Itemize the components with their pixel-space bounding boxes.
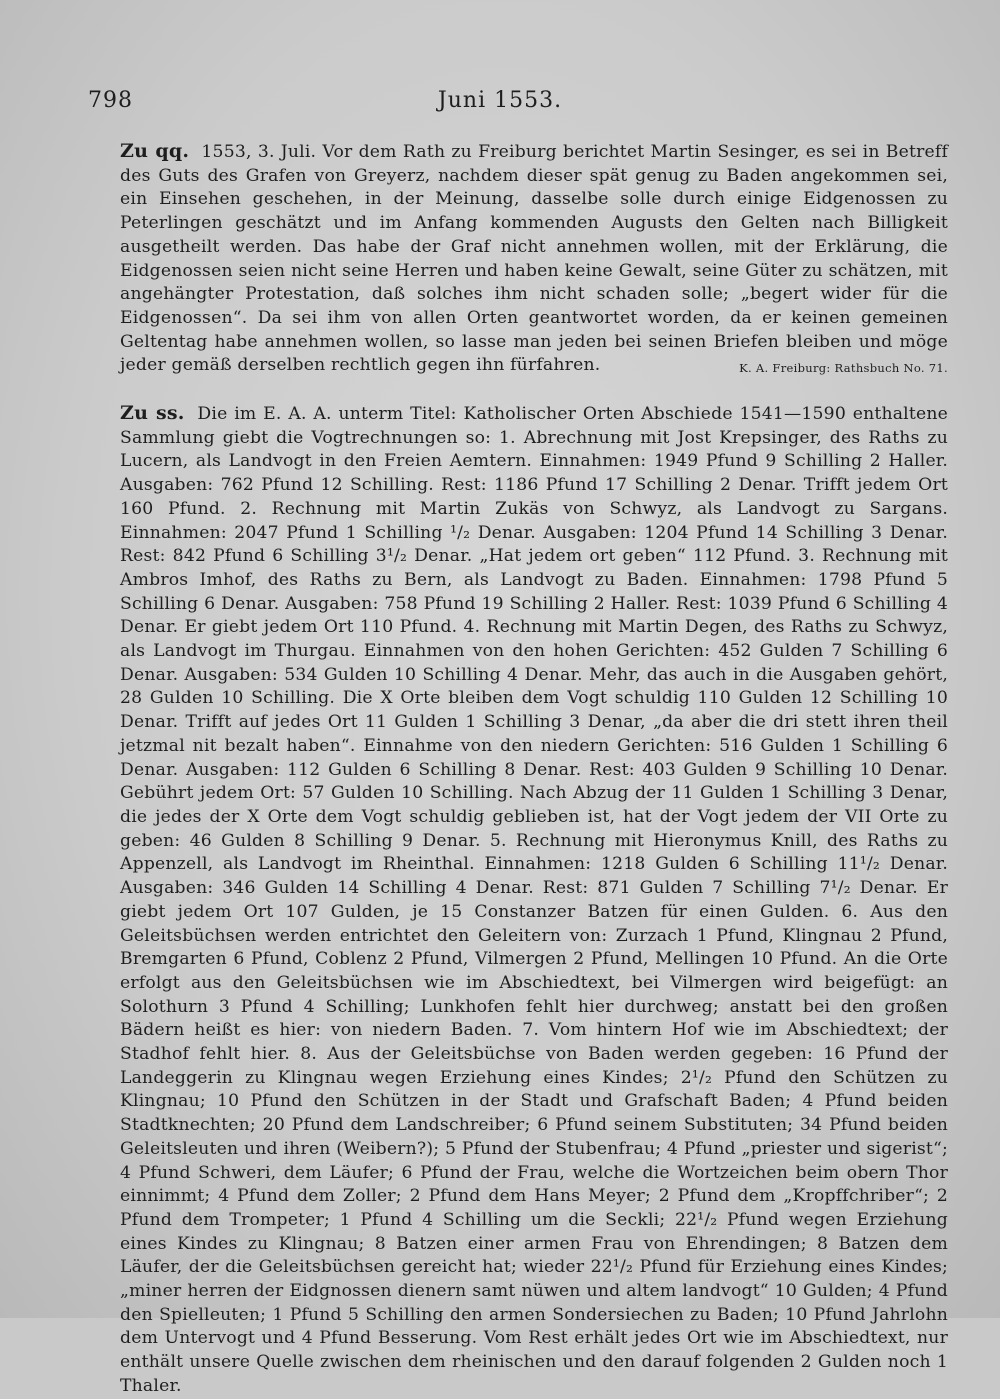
source-citation: K. A. Freiburg: Rathsbuch No. 71. [739,361,948,376]
paragraph-text: Die im E. A. A. unterm Titel: Katholischer Orten Abschiede 1541—1590 enthaltene Sammlung giebt die Vogtrechnungen so: 1. Abrechnung mit Jost Krepsinger, des Raths zu Lucern, als Landvogt in den Freien Aemtern. Einnahmen: 1949 Pfund 9 Schilling 2 Haller. Ausgaben: 762 Pfund 12 Schilling. Rest: 1186 Pfund 17 Schilling 2 Denar. Trifft jedem Ort 160 Pfund. 2. Rechnung mit Martin Zukäs von Schwyz, als Landvogt zu Sargans. Einnahmen: 2047 Pfund 1 Schilling ¹/₂ Denar. Ausgaben: 1204 Pfund 14 Schilling 3 Denar. Rest: 842 Pfund 6 Schilling 3¹/₂ Denar. „Hat jedem ort geben“ 112 Pfund. 3. Rechnung mit Ambros Imhof, des Raths zu Bern, als Landvogt zu Baden. Einnahmen: 1798 Pfund 5 Schilling 6 Denar. Ausgaben: 758 Pfund 19 Schilling 2 Haller. Rest: 1039 Pfund 6 Schilling 4 Denar. Er giebt jedem Ort 110 Pfund. 4. Rechnung mit Martin Degen, des Raths zu Schwyz, als Landvogt im Thurgau. Einnahmen von den hohen Gerichten: 452 Gulden 7 Schilling 6 Denar. Ausgaben: 534 Gulden 10 Schilling 4 Denar. Mehr, das auch in die Ausgaben gehört, 28 Gulden 10 Schilling. Die X Orte bleiben dem Vogt schuldig 110 Gulden 12 Schilling 10 Denar. Trifft auf jedes Ort 11 Gulden 1 Schilling 3 Denar, „da aber die dri stett ihren theil jetzmal nit bezalt haben“. Einnahme von den niedern Gerichten: 516 Gulden 1 Schilling 6 Denar. Ausgaben: 112 Gulden 6 Schilling 8 Denar. Rest: 403 Gulden 9 Schilling 10 Denar. Gebührt jedem Ort: 57 Gulden 10 Schilling. Nach Abzug der 11 Gulden 1 Schilling 3 Denar, die jedes der X Orte dem Vogt schuldig geblieben ist, hat der Vogt jedem der VII Orte zu geben: 46 Gulden 8 Schilling 9 Denar. 5. Rechnung mit Hieronymus Knill, des Raths zu Appenzell, als Landvogt im Rheinthal. Einnahmen: 1218 Gulden 6 Schilling 11¹/₂ Denar. Ausgaben: 346 Gulden 14 Schilling 4 Denar. Rest: 871 Gulden 7 Schilling 7¹/₂ Denar. Er giebt jedem Ort 107 Gulden, je 15 Constanzer Batzen für einen Gulden. 6. Aus den Geleitsbüchsen werden entrichtet den Geleitern von: Zurzach 1 Pfund, Klingnau 2 Pfund, Bremgarten 6 Pfund, Coblenz 2 Pfund, Vilmergen 2 Pfund, Mellingen 10 Pfund. An die Orte erfolgt aus den Geleitsbüchsen wie im Abschiedtext, bei Vilmergen wird beigefügt: an Solothurn 3 Pfund 4 Schilling; Lunkhofen fehlt hier durchweg; anstatt bei den großen Bädern heißt es hier: von niedern Baden. 7. Vom hintern Hof wie im Abschiedtext; der Stadhof fehlt hier. 8. Aus der Geleitsbüchse von Baden werden gegeben: 16 Pfund der Landeggerin zu Klingnau wegen Erziehung eines Kindes; 2¹/₂ Pfund den Schützen zu Klingnau; 10 Pfund den Schützen in der Stadt und Grafschaft Baden; 4 Pfund beiden Stadtknechten; 20 Pfund dem Landschreiber; 6 Pfund seinem Substituten; 34 Pfund beiden Geleitsleuten und ihren (Weibern?); 5 Pfund der Stubenfrau; 4 Pfund „priester und sigerist“; 4 Pfund Schweri, dem Läufer; 6 Pfund der Frau, welche die Wortzeichen beim obern Thor einnimmt; 4 Pfund dem Zoller; 2 Pfund dem Hans Meyer; 2 Pfund dem „Kropffchriber“; 2 Pfund dem Trompeter; 1 Pfund 4 Schilling um die Seckli; 22¹/₂ Pfund wegen Erziehung eines Kindes zu Klingnau; 8 Batzen einer armen Frau von Ehrendingen; 8 Batzen dem Läufer, der die Geleitsbüchsen gereicht hat; wieder 22¹/₂ Pfund für Erziehung eines Kindes; „miner herren der Eidgnossen dienern samt nüwen und altem landvogt“ 10 Gulden; 4 Pfund den Spielleuten; 1 Pfund 5 Schilling den armen Sondersiechen zu Baden; 10 Pfund Jahrlohn dem Untervogt und 4 Pfund Besserung. Vom Rest erhält jedes Ort wie im Abschiedtext, nur enthält unsere Quelle zwischen dem rheinischen und den darauf folgenden 2 Gulden noch 1 Thaler. [120,404,949,1396]
paragraph-text: 1553, 3. Juli. Vor dem Rath zu Freiburg berichtet Martin Sesinger, es sei in Betreff des Guts des Grafen von Greyerz, nachdem dieser spät genug zu Baden angekommen sei, ein Einsehen geschehen, in der Meinung, dasselbe solle durch einige Eidgenossen zu Peterlingen geschätzt und im Anfang kommenden Augusts den Gelten nach Billigkeit ausgetheilt werden. Das habe der Graf nicht annehmen wollen, mit der Erklärung, die Eidgenossen seien nicht seine Herren und haben keine Gewalt, seine Güter zu schätzen, mit angehängter Protestation, daß solches ihm nicht schaden solle; „begert wider für die Eidgenossen“. Da sei ihm von allen Orten geantwortet worden, da er keinen gemeinen Geltentag habe annehmen wollen, so lasse man jeden bei seinen Briefen bleiben und möge jeder gemäß derselben rechtlich gegen ihn fürfahren. [120,142,949,376]
paragraph-ss [120,402,948,1399]
page-header [88,88,912,118]
paragraph-lead: Zu ss. [120,402,185,425]
running-head: Juni 1553. [437,88,563,113]
page-number: 798 [88,88,133,113]
paragraph-qq [120,140,948,381]
paragraph-lead: Zu qq. [120,140,190,162]
body-text [120,140,948,1399]
